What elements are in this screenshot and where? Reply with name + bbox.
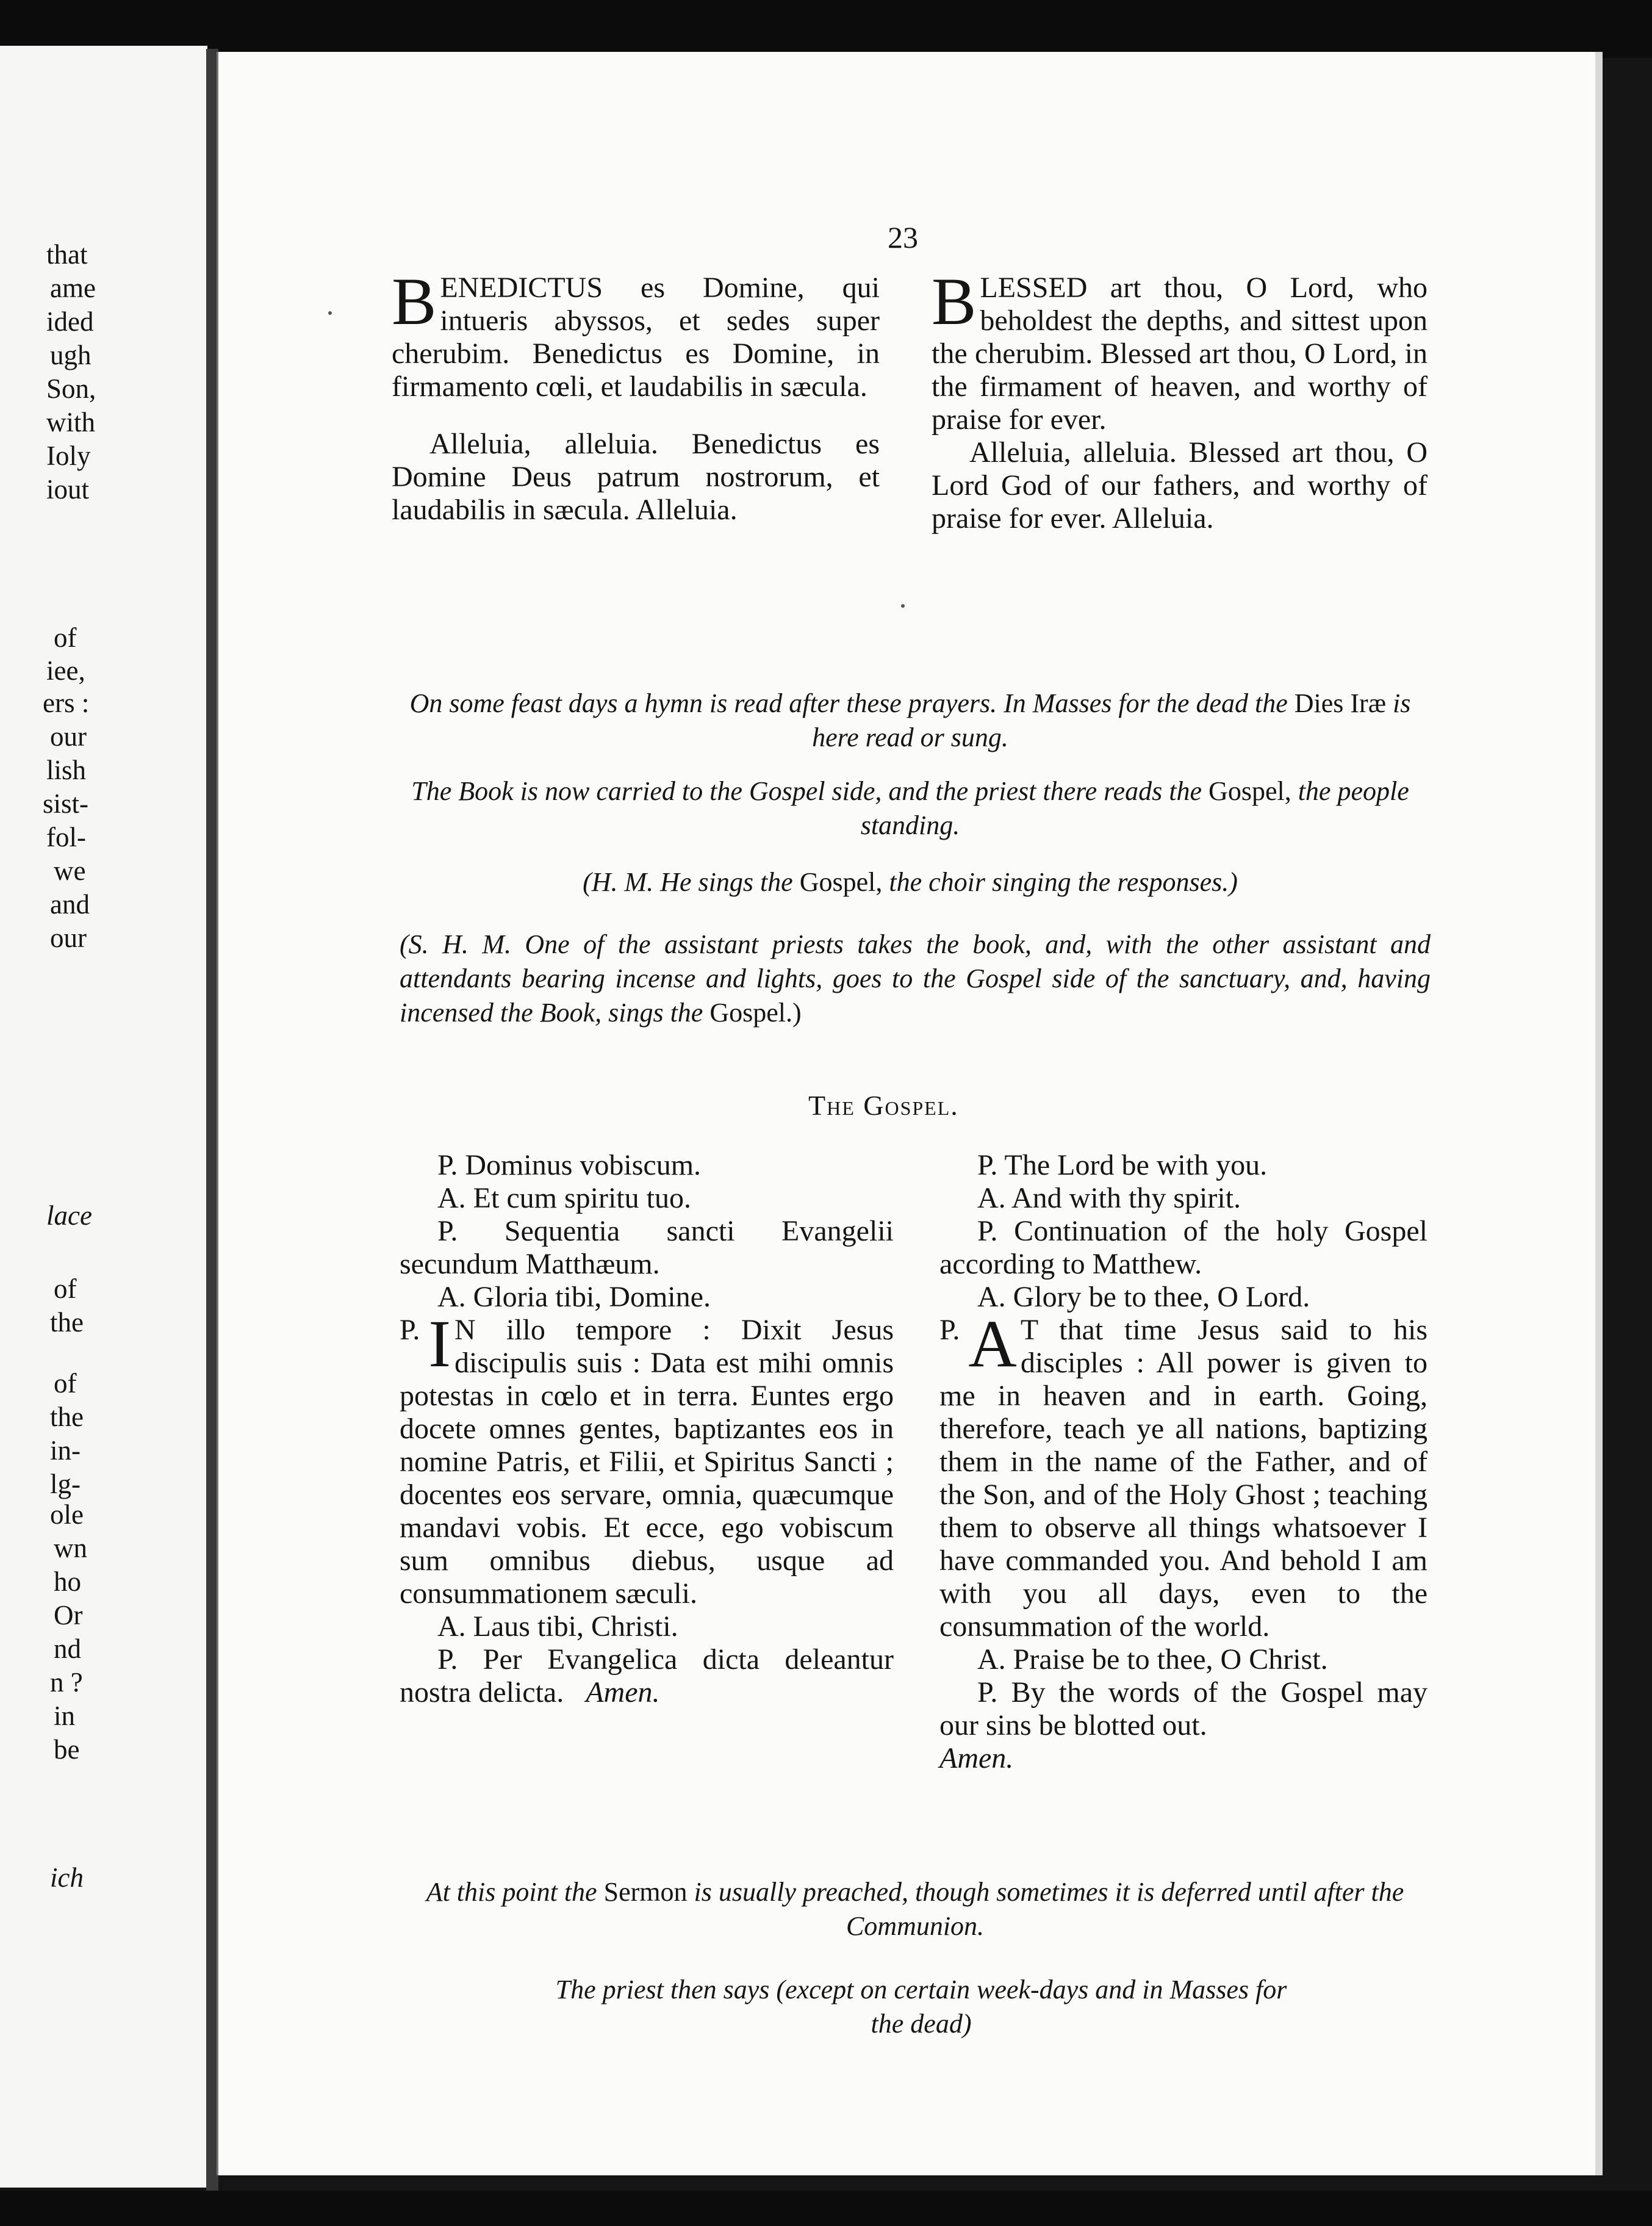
rubric-solemn-high-mass — [400, 928, 1431, 1030]
left-page-fragment: of — [54, 622, 77, 653]
alleluia-latin: Alleluia, alleluia. Benedictus es Domine Deus patrum nostrorum, et laudabilis in sæcula. Alleluia. — [392, 428, 880, 526]
rubric-priest-says: The priest then says (except on certain week-days and in Masses for the dead) — [555, 1975, 1287, 2039]
versicle: P. Per Evangelica dicta deleantur nostra delicta. — [400, 1643, 894, 1709]
left-page-text-fragments — [0, 46, 204, 2188]
left-page-fragment: lg- — [50, 1469, 81, 1499]
versicle: P. The Lord be with you. — [977, 1149, 1268, 1181]
rubric-text: (H. M. He sings the — [583, 867, 793, 897]
left-page-fragment: be — [54, 1734, 80, 1765]
versicle: P. By the words of the Gospel may our sins be blotted out. — [939, 1676, 1428, 1742]
versicle: P. Sequentia sancti Evangelii secundum Matthæum. — [400, 1215, 894, 1280]
left-page-fragment: wn — [54, 1533, 87, 1563]
rubric-term: Gospel, — [1208, 776, 1291, 806]
response: A. Praise be to thee, O Christ. — [977, 1643, 1328, 1676]
response: A. Glory be to thee, O Lord. — [977, 1281, 1310, 1313]
left-page-fragment: of — [54, 1273, 77, 1304]
gospel-english-text: T that time Jesus said to his disciples : All power is given to me in heaven and in earth. Going, therefore, teach ye all nations, baptizing them in the name of the Father, and of the Son, and of the Holy Ghost ; teaching them to observe all things whatsoever I have commanded you. And behold I am with you all days, even to the consummation of the world. — [939, 1314, 1428, 1643]
gospel-latin — [400, 1149, 894, 1709]
rubric-text: On some feast days a hymn is read after these prayers. In Masses for the dead the — [409, 688, 1288, 718]
left-page-fragment: Or — [54, 1600, 83, 1630]
benedictus-latin — [392, 264, 880, 527]
left-page-fragment: with — [46, 407, 96, 438]
rubric-term: Sermon — [603, 1877, 688, 1907]
left-page-fragment: our — [50, 721, 87, 752]
rubric-text: At this point the — [426, 1877, 597, 1907]
incipit: ENEDICTUS — [440, 272, 603, 304]
drop-cap: B — [392, 264, 437, 339]
rubric-term: Gospel.) — [709, 998, 802, 1028]
rubric-text: the people standing. — [860, 776, 1409, 840]
left-page-fragment: ame — [50, 273, 96, 303]
amen: Amen. — [586, 1676, 660, 1709]
rubric-book-carried — [392, 774, 1429, 843]
left-page-fragment: ers : — [43, 688, 90, 718]
left-page-fragment: lish — [46, 755, 87, 785]
left-page-fragment: that — [46, 239, 88, 270]
rubric-text: is here read or sung. — [812, 688, 1411, 752]
versicle: P. Dominus vobiscum. — [437, 1149, 702, 1181]
incipit: LESSED — [980, 272, 1088, 304]
benedictus-english-text: art thou, O Lord, who beholdest the depths, and sittest upon the cherubim. Blessed art thou, O Lord, in the firmament of heaven, and worthy of praise for ever. — [932, 272, 1428, 436]
speaker-label: P. — [939, 1314, 960, 1346]
gospel-latin-text: N illo tempore : Dixit Jesus discipulis suis : Data est mihi omnis potestas in cœlo et in terra. Euntes ergo docete omnes gentes, baptizantes eos in nomine Patris, et Filii, et Spiritus Sancti ; docentes eos servare, omnia, quæcumque mandavi vobis. Et ecce, ego vobiscum sum omnibus diebus, usque ad consummationem sæculi. — [400, 1314, 894, 1610]
left-page-fragment: in — [54, 1701, 76, 1731]
drop-cap: I — [428, 1306, 451, 1381]
left-page-fragment: lace — [46, 1200, 92, 1231]
rubric-hymn — [392, 686, 1429, 755]
left-page — [0, 46, 207, 2188]
speaker-label: P. — [400, 1314, 420, 1346]
rubric-high-mass — [392, 865, 1429, 899]
left-page-fragment: iee, — [46, 655, 85, 686]
left-page-fragment: ho — [54, 1566, 81, 1597]
response: A. Gloria tibi, Domine. — [437, 1281, 711, 1313]
left-page-fragment: in- — [50, 1435, 81, 1466]
left-page-fragment: iout — [46, 474, 90, 505]
left-page-fragment: ole — [50, 1499, 84, 1530]
left-page-fragment: ided — [46, 306, 94, 337]
left-page-fragment: ugh — [50, 340, 92, 370]
rubric-text: The Book is now carried to the Gospel side, and the priest there reads the — [411, 776, 1202, 806]
page-edge — [1595, 52, 1603, 2175]
ink-speck — [328, 311, 332, 315]
rubric-sermon — [400, 1875, 1431, 1943]
left-page-fragment: our — [50, 923, 87, 953]
left-page-fragment: fol- — [46, 822, 86, 852]
ink-speck — [901, 604, 905, 608]
alleluia-english: Alleluia, alleluia. Blessed art thou, O Lord God of our fathers, and worthy of praise for ever. Alleluia. — [932, 436, 1428, 535]
left-page-fragment: of — [54, 1368, 77, 1399]
response: A. And with thy spirit. — [977, 1182, 1241, 1214]
scan-border-bottom — [0, 2191, 1652, 2226]
left-page-fragment: the — [50, 1402, 84, 1432]
response: A. Et cum spiritu tuo. — [437, 1182, 691, 1214]
drop-cap: B — [932, 264, 977, 339]
rubric-text: is usually preached, though sometimes it is deferred until after the Communion. — [694, 1877, 1404, 1941]
left-page-fragment: sist- — [43, 788, 89, 819]
rubric-term: Gospel, — [799, 867, 883, 897]
drop-cap: A — [968, 1306, 1017, 1381]
gospel-english — [939, 1149, 1428, 1775]
left-page-fragment: we — [54, 855, 86, 886]
rubric-text: the choir singing the responses.) — [889, 867, 1238, 897]
left-page-fragment: n ? — [50, 1667, 83, 1698]
rubric-term: Dies Iræ — [1294, 688, 1387, 718]
left-page-fragment: nd — [54, 1633, 81, 1664]
left-page-fragment: the — [50, 1307, 84, 1338]
left-page-fragment: ich — [50, 1862, 84, 1893]
scan-border-top — [0, 0, 1652, 58]
rubric-text: (S. H. M. One of the assistant priests takes the book, and, with the other assistant and attendants bearing incense and lights, goes to the Gospel side of the sanctuary, and, having incensed the Book, sings the — [400, 929, 1431, 1028]
left-page-fragment: Ioly — [46, 441, 91, 471]
section-heading: The Gospel. — [808, 1090, 959, 1121]
benedictus-english — [932, 264, 1428, 535]
versicle: P. Continuation of the holy Gospel according to Matthew. — [939, 1215, 1428, 1280]
response: A. Laus tibi, Christi. — [437, 1610, 678, 1643]
benedictus-latin-text: es Domine, qui intueris abyssos, et sedes super cherubim. Benedictus es Domine, in firmamento cœli, et laudabilis in sæcula. — [392, 272, 880, 403]
amen: Amen. — [939, 1742, 1014, 1774]
right-page — [217, 52, 1623, 2175]
page-number: 23 — [888, 220, 918, 254]
left-page-fragment: and — [50, 889, 90, 920]
margin-mark: ʃ — [1611, 98, 1623, 139]
left-page-fragment: Son, — [46, 373, 96, 404]
